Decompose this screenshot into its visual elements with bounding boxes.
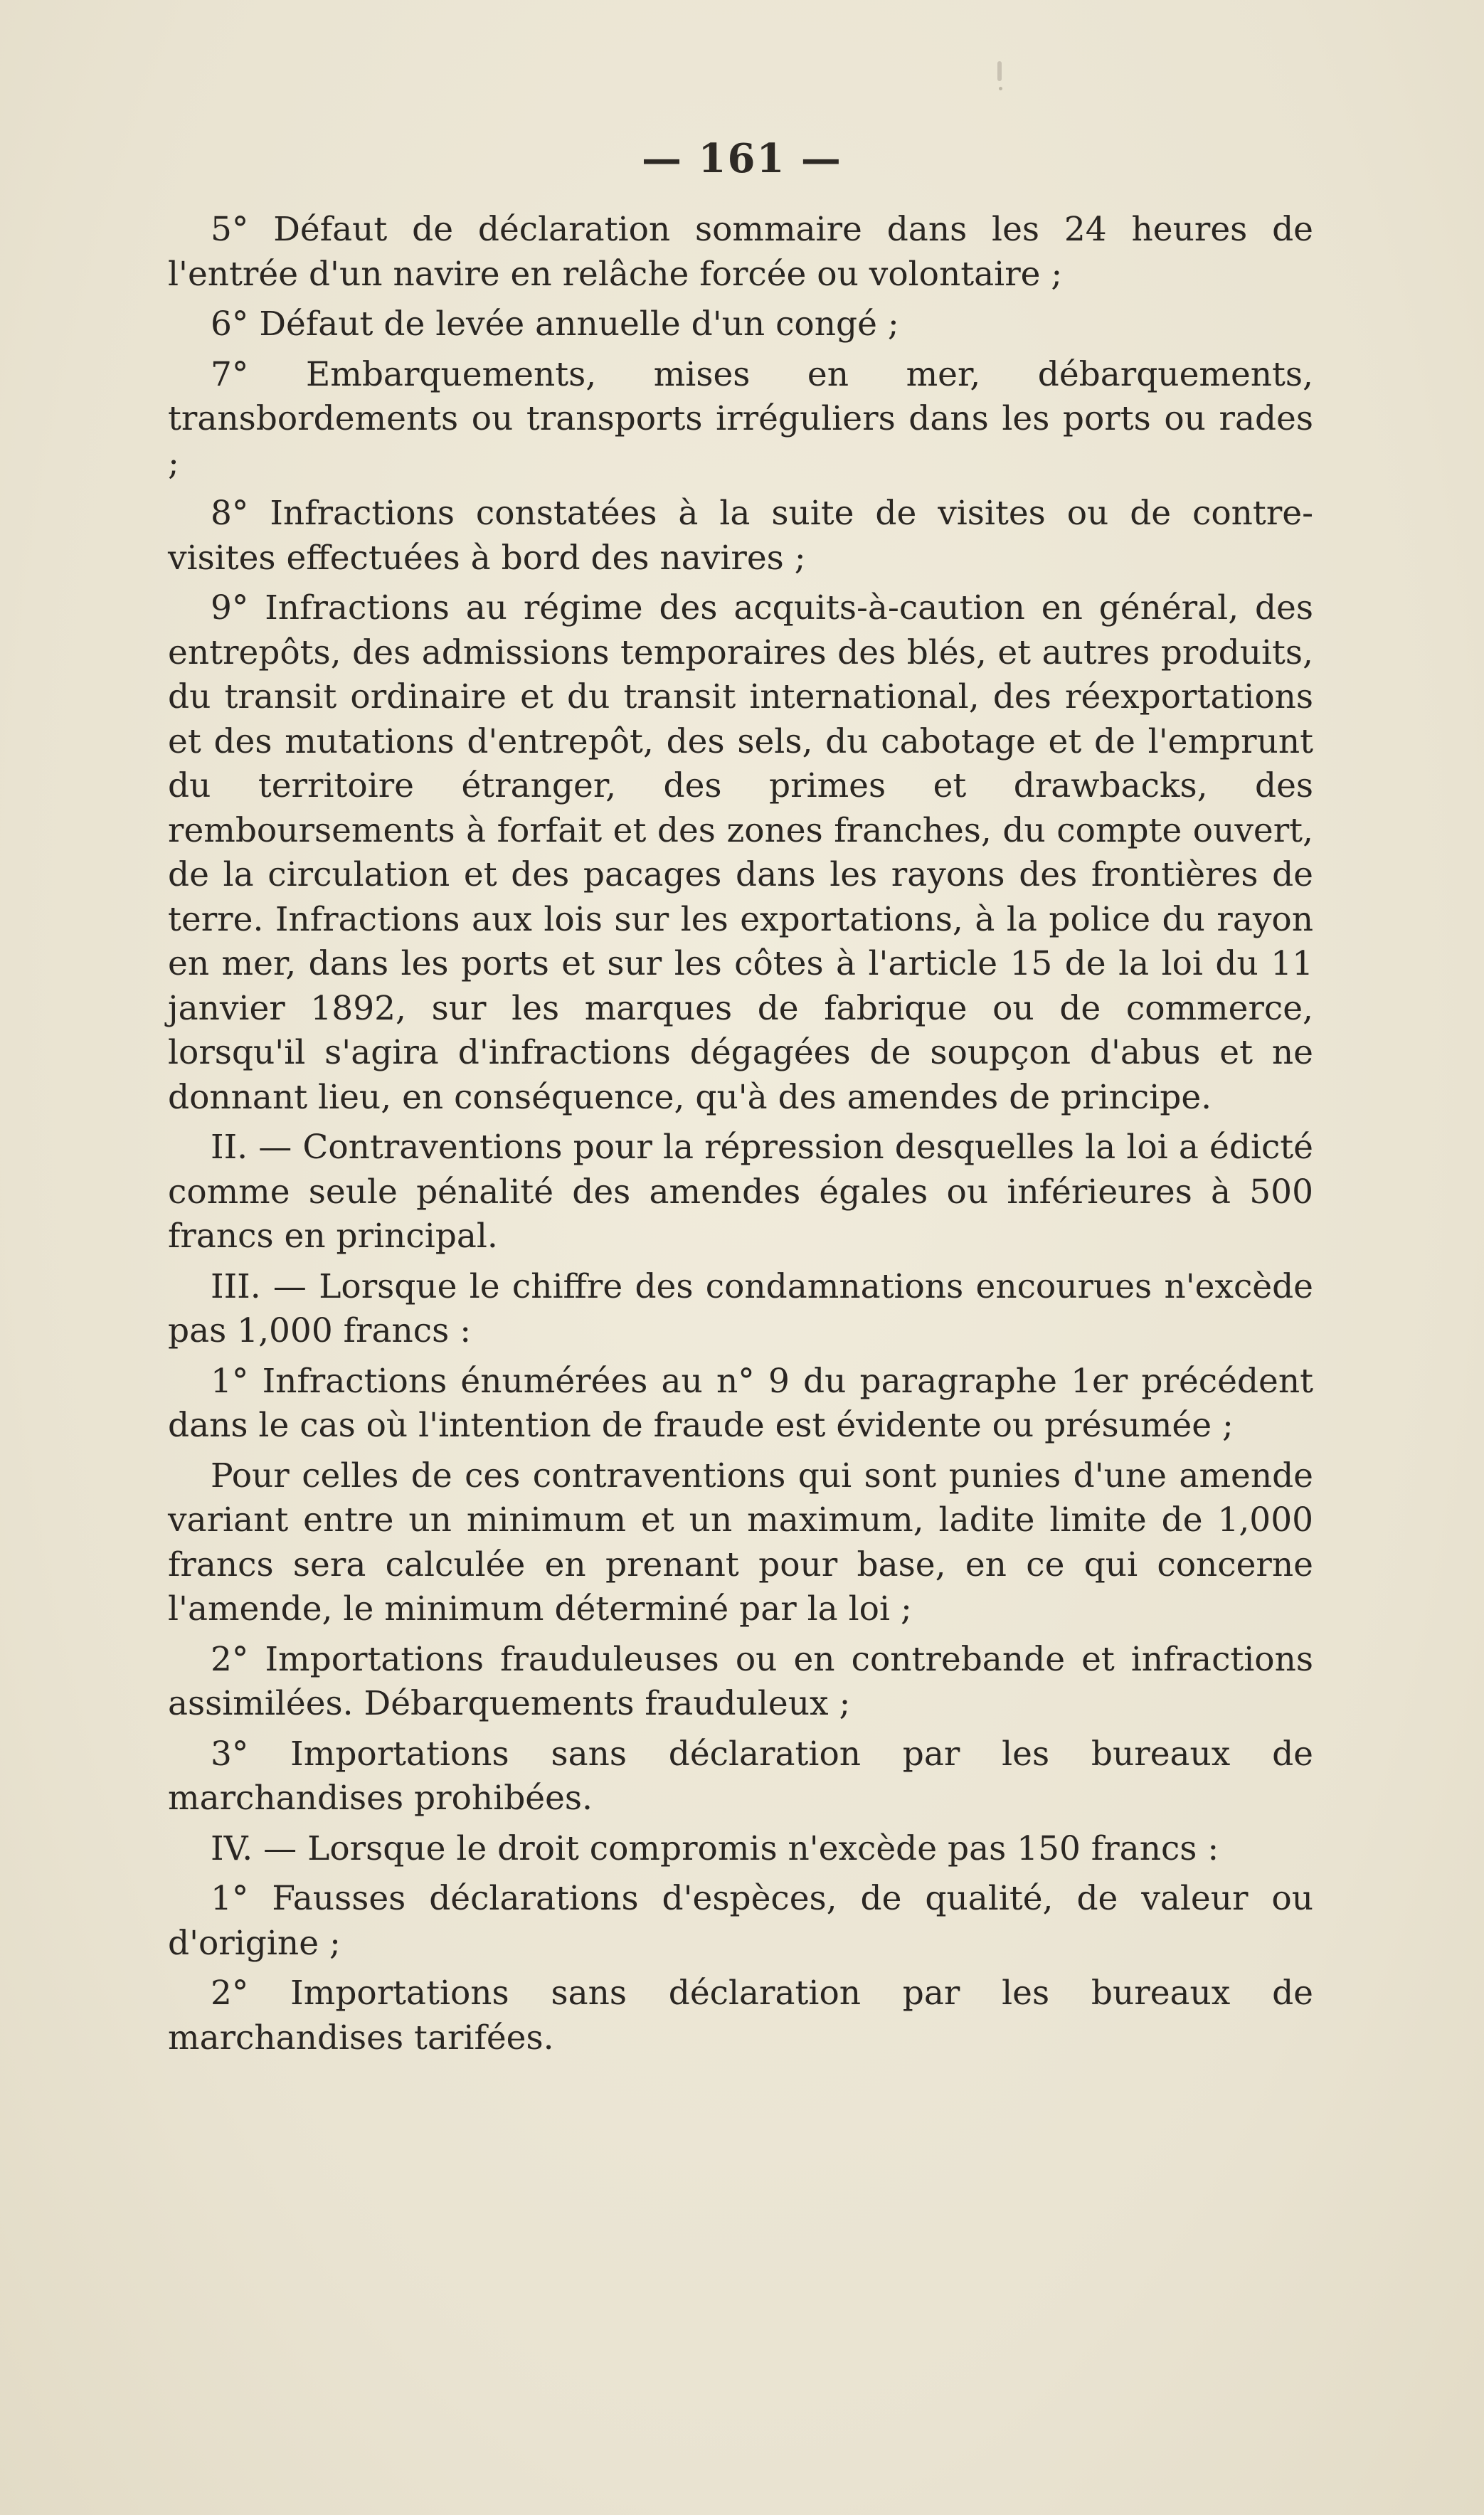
paragraph-item-6: 6° Défaut de levée annuelle d'un congé ; [211, 305, 899, 344]
paragraph-section-iii: III. — Lorsque le chiffre des condamnations encourues n'excède pas 1,000 francs : [168, 1266, 1313, 1350]
paragraph-item-9: 9° Infractions au régime des acquits-à-caution en général, des entrepôts, des admissions temporaires des blés, et autres produits, du transit ordinaire et du transit international, des réexportations et des mutations d'entrepôt, des sels, du cabotage et de l'emprunt du territoire étranger, des primes et drawbacks, des remboursements à forfait et des zones franches, du compte ouvert, de la circulation et des pacages dans les rayons des frontières de terre. Infractions aux lois sur les exportations, à la police du rayon en mer, dans les ports et sur les côtes à l'article 15 de la loi du 11 janvier 1892, sur les marques de fabrique ou de commerce, lorsqu'il s'agira d'infractions dégagées de soupçon d'abus et ne donnant lieu, en conséquence, qu'à des amendes de principe. [168, 588, 1313, 1117]
paragraph-iii-item-1: 1° Infractions énumérées au n° 9 du paragraphe 1er précédent dans le cas où l'intention de fraude est évidente ou présumée ; [168, 1361, 1313, 1445]
paragraph-iv-item-1: 1° Fausses déclarations d'espèces, de qualité, de valeur ou d'origine ; [168, 1879, 1313, 1963]
paragraph-iii-item-3: 3° Importations sans déclaration par les bureaux de marchandises prohibées. [168, 1734, 1313, 1818]
scan-speck [999, 87, 1002, 90]
page-number: — 161 — [642, 135, 842, 182]
paragraph-section-ii: II. — Contraventions pour la répression desquelles la loi a édicté comme seule pénalité des amendes égales ou inférieures à 500 francs en principal. [168, 1128, 1313, 1256]
body-text [168, 208, 1313, 2060]
paragraph-item-8: 8° Infractions constatées à la suite de visites ou de contre-visites effectuées à bord des navires ; [168, 494, 1313, 578]
paragraph-iv-item-2: 2° Importations sans déclaration par les bureaux de marchandises tarifées. [168, 1974, 1313, 2058]
paragraph-iii-note: Pour celles de ces contraventions qui sont punies d'une amende variant entre un minimum et un maximum, ladite limite de 1,000 francs sera calculée en prenant pour base, en ce qui concerne l'amende, le minimum déterminé par la loi ; [168, 1456, 1313, 1629]
paragraph-item-7: 7° Embarquements, mises en mer, débarquements, transbordements ou transports irréguliers dans les ports ou rades ; [168, 354, 1313, 483]
paragraph-item-5: 5° Défaut de déclaration sommaire dans les 24 heures de l'entrée d'un navire en relâche forcée ou volontaire ; [168, 210, 1313, 294]
paragraph-section-iv: IV. — Lorsque le droit compromis n'excède pas 150 francs : [211, 1828, 1219, 1868]
paragraph-iii-item-2: 2° Importations frauduleuses ou en contrebande et infractions assimilées. Débarquements frauduleux ; [168, 1639, 1313, 1723]
scan-speck [997, 61, 1002, 81]
